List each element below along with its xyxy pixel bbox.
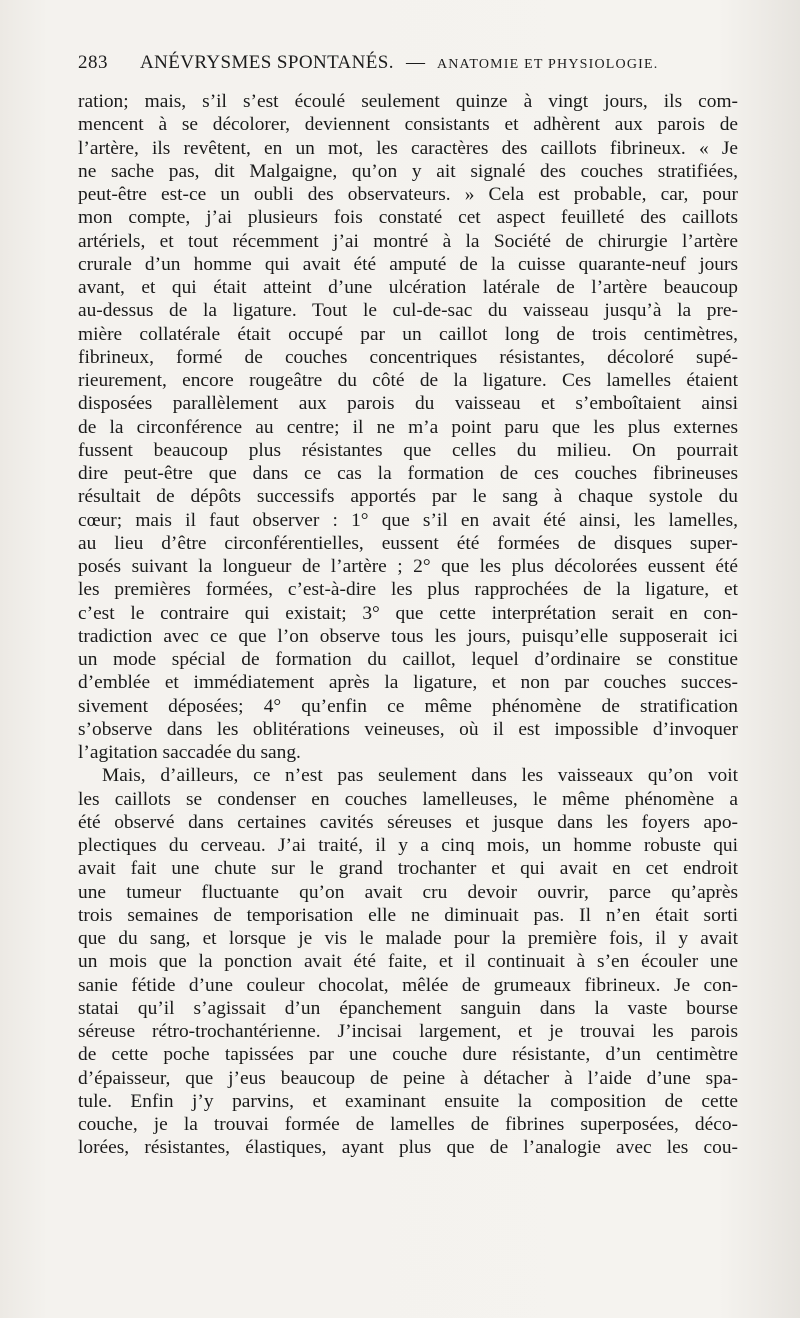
text-line: plectiques du cerveau. J’ai traité, il y a cinq mois, un homme robuste qui (78, 835, 738, 856)
text-line: ne sache pas, dit Malgaigne, qu’on y ait signalé des couches stratifiées, (78, 160, 738, 182)
text-line: fibrineux, formé de couches concentriques résistantes, décoloré supé- (78, 346, 738, 368)
text-line: séreuse rétro-trochantérienne. J’incisai largement, et je trouvai les parois (78, 1021, 738, 1042)
text-line: tule. Enfin j’y parvins, et examinant ensuite la composition de cette (78, 1090, 738, 1112)
text-line: de cette poche tapissées par une couche dure résistante, d’un centimètre (78, 1044, 738, 1066)
text-line: avait fait une chute sur le grand trochanter et qui avait en cet endroit (78, 858, 738, 880)
text-line-paragraph-end: l’agitation saccadée du sang. (78, 742, 301, 763)
text-line: posés suivant la longueur de l’artère ; 2° que les plus décolorées eussent été (78, 556, 738, 577)
text-line-paragraph-start: Mais, d’ailleurs, ce n’est pas seulement dans les vaisseaux qu’on voit (102, 765, 738, 787)
running-title: ANÉVRYSMES SPONTANÉS. (140, 52, 394, 73)
text-line: avant, et qui était atteint d’une ulcération latérale de l’artère beaucoup (78, 277, 738, 298)
text-line: résultait de dépôts successifs apportés par le sang à chaque systole du (78, 486, 738, 508)
text-line: tradiction avec ce que l’on observe tous les jours, puisqu’elle supposerait ici (78, 625, 738, 647)
text-line: les premières formées, c’est-à-dire les plus rapprochées de la ligature, et (78, 579, 738, 601)
text-line: un mois que la ponction avait été faite, et il continuait à s’en écouler une (78, 951, 738, 973)
text-line: d’emblée et immédiatement après la ligature, et non par couches succes- (78, 672, 738, 694)
text-line: lorées, résistantes, élastiques, ayant plus que de l’analogie avec les cou- (78, 1137, 738, 1159)
text-line: été observé dans certaines cavités séreuses et jusque dans les foyers apo- (78, 811, 738, 833)
text-line: ration; mais, s’il s’est écoulé seulement quinze à vingt jours, ils com- (78, 91, 738, 112)
running-header (78, 52, 738, 74)
text-line: l’artère, ils revêtent, en un mot, les caractères des caillots fibrineux. « Je (78, 137, 738, 159)
text-line: mon compte, j’ai plusieurs fois constaté cet aspect feuilleté des caillots (78, 207, 738, 229)
text-line: un mode spécial de formation du caillot, lequel d’ordinaire se constitue (78, 649, 738, 670)
text-line: sanie fétide d’une couleur chocolat, mêlée de grumeaux fibrineux. Je con- (78, 974, 738, 996)
text-line: mencent à se décolorer, deviennent consistants et adhèrent aux parois de (78, 114, 738, 136)
text-line: de la circonférence au centre; il ne m’a point paru que les plus externes (78, 416, 738, 438)
header-dash: — (405, 52, 425, 73)
text-line: mière collatérale était occupé par un caillot long de trois centimètres, (78, 323, 738, 345)
text-line: d’épaisseur, que j’eus beaucoup de peine à détacher à l’aide d’une spa- (78, 1067, 738, 1089)
text-line: au lieu d’être circonférentielles, eussent été formées de disques super- (78, 532, 738, 554)
text-line: crurale d’un homme qui avait été amputé de la cuisse quarante-neuf jours (78, 253, 738, 275)
text-line: au-dessus de la ligature. Tout le cul-de-sac du vaisseau jusqu’à la pre- (78, 300, 738, 322)
text-line: statai qu’il s’agissait d’un épanchement sanguin dans la vaste bourse (78, 997, 738, 1019)
text-line: couche, je la trouvai formée de lamelles de fibrines superposées, déco- (78, 1114, 738, 1135)
text-line: s’observe dans les oblitérations veineuses, où il est impossible d’invoquer (78, 718, 738, 740)
body-text (78, 90, 738, 1160)
text-line: dire peut-être que dans ce cas la formation de ces couches fibrineuses (78, 463, 738, 484)
text-line: peut-être est-ce un oubli des observateurs. » Cela est probable, car, pour (78, 184, 738, 205)
text-line: trois semaines de temporisation elle ne diminuait pas. Il n’en était sorti (78, 904, 738, 926)
running-subtitle: ANATOMIE ET PHYSIOLOGIE. (436, 57, 659, 72)
text-line: artériels, et tout récemment j’ai montré à la Société de chirurgie l’artère (78, 230, 738, 252)
text-line: les caillots se condenser en couches lamelleuses, le même phénomène a (78, 788, 738, 810)
text-line: que du sang, et lorsque je vis le malade pour la première fois, il y avait (78, 928, 738, 949)
text-line: sivement déposées; 4° qu’enfin ce même phénomène de stratification (78, 695, 738, 717)
text-line: une tumeur fluctuante qu’on avait cru devoir ouvrir, parce qu’après (78, 881, 738, 903)
text-line: rieurement, encore rougeâtre du côté de la ligature. Ces lamelles étaient (78, 370, 738, 391)
text-line: cœur; mais il faut observer : 1° que s’il en avait été ainsi, les lamelles, (78, 509, 738, 531)
text-line: fussent beaucoup plus résistantes que celles du milieu. On pourrait (78, 439, 738, 461)
text-line: disposées parallèlement aux parois du vaisseau et s’emboîtaient ainsi (78, 393, 738, 415)
text-line: c’est le contraire qui existait; 3° que cette interprétation serait en con- (78, 602, 738, 624)
page-number: 283 (78, 52, 108, 73)
